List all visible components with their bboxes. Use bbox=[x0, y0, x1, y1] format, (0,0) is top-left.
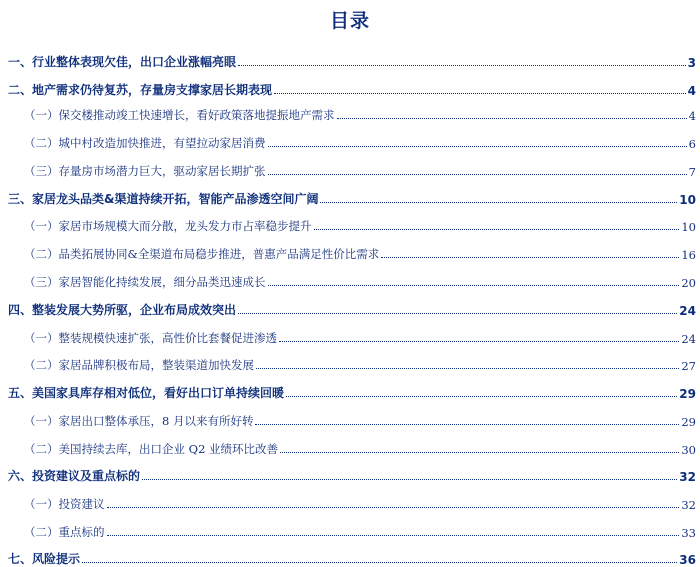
toc-page-number: 10 bbox=[681, 220, 696, 234]
toc-chapter-entry[interactable] bbox=[8, 464, 696, 484]
toc-page-number: 10 bbox=[679, 193, 696, 207]
toc-section-entry[interactable] bbox=[8, 131, 696, 151]
toc-leader-dots bbox=[274, 92, 686, 94]
toc-section-entry[interactable] bbox=[8, 492, 696, 512]
toc-entry-label: （一）整装规模快速扩张，高性价比套餐促进渗透 bbox=[24, 331, 277, 345]
toc-leader-dots bbox=[280, 451, 679, 453]
toc-section-entry[interactable] bbox=[8, 270, 696, 290]
toc-leader-dots bbox=[268, 284, 680, 286]
toc-chapter-entry[interactable] bbox=[8, 187, 696, 207]
toc-page-number: 33 bbox=[681, 526, 696, 540]
toc-entry-label: （一）投资建议 bbox=[24, 497, 105, 511]
toc-page-number: 29 bbox=[681, 415, 696, 429]
toc-leader-dots bbox=[337, 117, 687, 119]
toc-page-number: 4 bbox=[688, 109, 696, 123]
toc-entry-label: （一）家居市场规模大而分散，龙头发力市占率稳步提升 bbox=[24, 219, 312, 233]
toc-leader-dots bbox=[314, 228, 680, 230]
toc-section-entry[interactable] bbox=[8, 242, 696, 262]
toc-chapter-entry[interactable] bbox=[8, 78, 696, 98]
toc-section-entry[interactable] bbox=[8, 520, 696, 540]
toc-leader-dots bbox=[279, 340, 679, 342]
toc-leader-dots bbox=[268, 145, 687, 147]
toc-leader-dots bbox=[255, 423, 679, 425]
toc-page-number: 16 bbox=[681, 248, 696, 262]
toc-page-number: 7 bbox=[688, 165, 696, 179]
toc-page-number: 36 bbox=[679, 553, 696, 567]
toc-leader-dots bbox=[82, 561, 677, 563]
toc-entry-label: （二）家居品牌积极布局，整装渠道加快发展 bbox=[24, 358, 254, 372]
toc-title: 目录 bbox=[329, 10, 370, 32]
toc-entry-label: （二）美国持续去库，出口企业 Q2 业绩环比改善 bbox=[24, 442, 279, 456]
toc-section-entry[interactable] bbox=[8, 353, 696, 373]
toc-page-number: 4 bbox=[687, 84, 696, 98]
toc-section-entry[interactable] bbox=[8, 409, 696, 429]
toc-entry-label: （二）重点标的 bbox=[24, 525, 105, 539]
toc-chapter-entry[interactable] bbox=[8, 547, 696, 567]
toc-page-number: 32 bbox=[679, 470, 696, 484]
toc-leader-dots bbox=[286, 395, 677, 397]
toc-page-number: 30 bbox=[681, 443, 696, 457]
toc-leader-dots bbox=[320, 201, 677, 203]
toc-entry-label: 一、行业整体表现欠佳，出口企业涨幅亮眼 bbox=[8, 55, 237, 69]
toc-leader-dots bbox=[107, 506, 680, 508]
toc-leader-dots bbox=[107, 534, 680, 536]
toc-entry-label: （二）城中村改造加快推进，有望拉动家居消费 bbox=[24, 136, 266, 150]
toc-page-number: 29 bbox=[679, 387, 696, 401]
toc-entry-label: （一）家居出口整体承压，8 月以来有所好转 bbox=[24, 414, 254, 428]
toc-entry-label: 七、风险提示 bbox=[8, 552, 81, 566]
toc-entry-label: 六、投资建议及重点标的 bbox=[8, 469, 141, 483]
toc-leader-dots bbox=[268, 173, 687, 175]
toc-chapter-entry[interactable] bbox=[8, 50, 696, 70]
toc-entry-label: 五、美国家具库存相对低位，看好出口订单持续回暖 bbox=[8, 386, 285, 400]
toc-entry-label: （三）家居智能化持续发展，细分品类迅速成长 bbox=[24, 275, 266, 289]
toc-entry-label: 四、整装发展大势所驱，企业布局成效突出 bbox=[8, 303, 237, 317]
toc-entry-label: （一）保交楼推动竣工快速增长，看好政策落地提振地产需求 bbox=[24, 108, 335, 122]
toc-page-number: 24 bbox=[681, 332, 696, 346]
toc-section-entry[interactable] bbox=[8, 437, 696, 457]
toc-leader-dots bbox=[256, 367, 679, 369]
toc-page-number: 6 bbox=[688, 137, 696, 151]
toc-section-entry[interactable] bbox=[8, 214, 696, 234]
toc-page-number: 20 bbox=[681, 276, 696, 290]
toc-leader-dots bbox=[142, 478, 677, 480]
toc-leader-dots bbox=[238, 64, 686, 66]
toc-leader-dots bbox=[381, 256, 679, 258]
toc-page-number: 32 bbox=[681, 498, 696, 512]
toc-section-entry[interactable] bbox=[8, 103, 696, 123]
toc-leader-dots bbox=[238, 312, 677, 314]
toc-page-number: 3 bbox=[687, 56, 696, 70]
toc-page-number: 24 bbox=[679, 304, 696, 318]
toc-entry-label: （三）存量房市场潜力巨大，驱动家居长期扩张 bbox=[24, 164, 266, 178]
toc-chapter-entry[interactable] bbox=[8, 381, 696, 401]
toc-entry-label: （二）品类拓展协同&全渠道布局稳步推进，普惠产品满足性价比需求 bbox=[24, 247, 380, 261]
toc-page-number: 27 bbox=[681, 359, 696, 373]
toc-chapter-entry[interactable] bbox=[8, 298, 696, 318]
toc-entry-label: 三、家居龙头品类&渠道持续开拓，智能产品渗透空间广阔 bbox=[8, 192, 319, 206]
toc-entry-label: 二、地产需求仍待复苏，存量房支撑家居长期表现 bbox=[8, 83, 273, 97]
toc-section-entry[interactable] bbox=[8, 326, 696, 346]
toc-section-entry[interactable] bbox=[8, 159, 696, 179]
